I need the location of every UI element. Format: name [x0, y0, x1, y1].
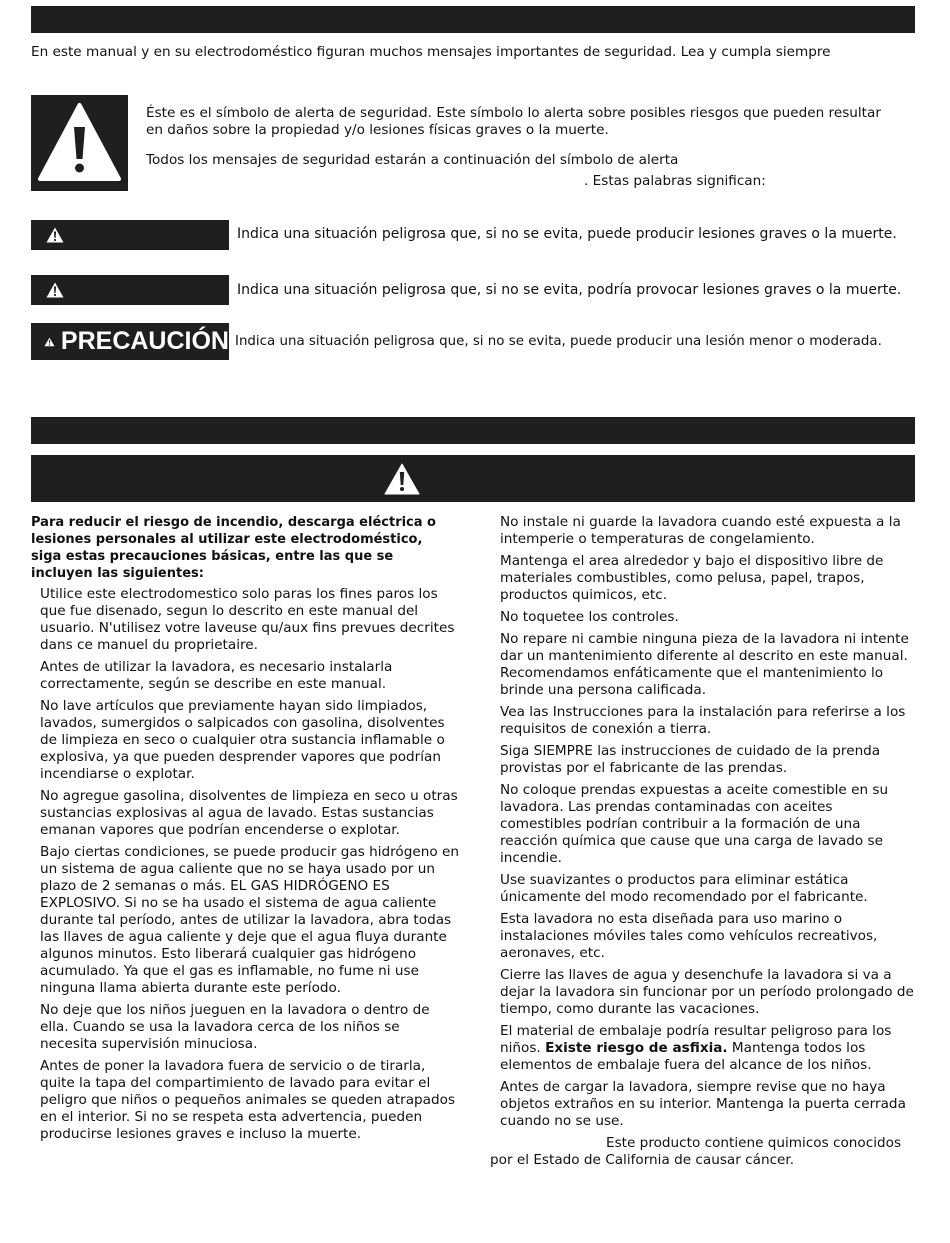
warning-signal-box: [31, 275, 229, 305]
list-item: Antes de utilizar la lavadora, es necesario instalarla correctamente, según se describe en este manual.: [40, 659, 393, 692]
list-item: Antes de poner la lavadora fuera de servicio o de tirarla, quite la tapa del compartimiento de lavado para evitar el peligro que niños o pequeños animales se queden atrapados en el interior. Si no se respeta esta advertencia, pueden producirse lesiones graves e incluso la muerte.: [40, 1058, 456, 1142]
caution-description: Indica una situación peligrosa que, si no se evita, puede producir una lesión menor o moderada.: [235, 334, 882, 349]
list-item: Use suavizantes o productos para eliminar estática únicamente del modo recomendado por el fabricante.: [500, 872, 868, 905]
caution-signal-box: [31, 323, 229, 360]
caution-label: PRECAUCIÓN: [60, 327, 229, 355]
list-item: Esta lavadora no esta diseñada para uso marino o instalaciones móviles tales como vehículos recreativos, aeronaves, etc.: [500, 911, 878, 961]
alert-line-4: . Estas palabras significan:: [584, 173, 766, 189]
list-item: No agregue gasolina, disolventes de limpieza en seco u otras sustancias explosivas al agua de lavado. Estas sustancias emanan vapores que podrían encenderse o explotar.: [40, 788, 458, 838]
section-bar: [31, 417, 915, 444]
alert-line-3: Todos los mensajes de seguridad estarán a continuación del símbolo de alerta: [146, 152, 679, 168]
list-item: No deje que los niños jueguen en la lavadora o dentro de ella. Cuando se usa la lavadora cerca de los niños se necesita supervisión minuciosa.: [40, 1002, 430, 1052]
list-item: No toquetee los controles.: [500, 609, 679, 625]
list-item: Utilice este electrodomestico solo paras los fines paros los que fue disenado, segun lo descrito en este manual del usuario. N'utilisez votre laveuse qu/aux fins prevues decrites dans ce manuel du proprietaire.: [40, 586, 455, 653]
list-item: Siga SIEMPRE las instrucciones de cuidado de la prenda provistas por el fabricante de las prendas.: [500, 743, 881, 776]
danger-description: Indica una situación peligrosa que, si no se evita, puede producir lesiones graves o la muerte.: [237, 226, 897, 242]
warning-triangle-icon: [44, 331, 55, 353]
warning-header-bar: [31, 455, 915, 502]
list-item: No instale ni guarde la lavadora cuando esté expuesta a la intemperie o temperaturas de congelamiento.: [500, 514, 901, 547]
alert-symbol-box: [31, 95, 128, 191]
warning-triangle-icon: [46, 227, 64, 243]
list-item: Bajo ciertas condiciones, se puede producir gas hidrógeno en un sistema de agua caliente que no se haya usado por un plazo de 2 semanas o más. EL GAS HIDRÓGENO ES EXPLOSIVO. Si no se ha usado el sistema de agua caliente durante tal período, antes de utilizar la lavadora, abra todas las llaves de agua caliente y deje que el agua fluya durante algunos minutos. Esto liberará cualquier gas hidrógeno acumulado. Ya que el gas es inflamable, no fume ni use ninguna llama abierta durante este período.: [40, 844, 459, 996]
right-column: [490, 514, 915, 1169]
list-item: Cierre las llaves de agua y desenchufe la lavadora si va a dejar la lavadora sin funcionar por un período prolongado de tiempo, como durante las vacaciones.: [500, 967, 914, 1017]
packaging-item: [500, 1023, 915, 1074]
warning-triangle-icon: [46, 282, 64, 298]
safety-lead: Para reducir el riesgo de incendio, descarga eléctrica o lesiones personales al utilizar este electrodoméstico, siga estas precauciones básicas, entre las que se incluyen las siguientes:: [31, 515, 436, 581]
left-column: [31, 514, 471, 1148]
list-item: No lave artículos que previamente hayan sido limpiados, lavados, sumergidos o salpicados con gasolina, disolventes de limpieza en seco o cualquier otra sustancia inflamable o explosiva, ya que pueden desprender vapores que podrían incendiarse o explotar.: [40, 698, 445, 782]
alert-line-1: Éste es el símbolo de alerta de seguridad. Este símbolo lo alerta sobre posibles riesgos que pueden resultar: [146, 105, 881, 121]
header-bar: [31, 6, 915, 33]
asphyxia-warning: Existe riesgo de asfixia.: [545, 1040, 728, 1056]
warning-description: Indica una situación peligrosa que, si no se evita, podría provocar lesiones graves o la muerte.: [237, 282, 902, 298]
intro-text: En este manual y en su electrodoméstico figuran muchos mensajes importantes de seguridad. Lea y cumpla siempre: [31, 44, 831, 60]
warning-triangle-icon: [31, 95, 128, 191]
prop65-line-1: Este producto contiene quimicos conocidos: [606, 1135, 902, 1151]
list-item: Mantenga el area alrededor y bajo el dispositivo libre de materiales combustibles, como pelusa, papel, trapos, productos quimicos, etc.: [500, 553, 884, 603]
packaging-text: El material de embalaje podría resultar peligroso para los niños.: [500, 1023, 892, 1056]
list-item: Vea las Instrucciones para la instalación para referirse a los requisitos de conexión a tierra.: [500, 704, 906, 737]
list-item: Antes de cargar la lavadora, siempre revise que no haya objetos extraños en su interior. Mantenga la puerta cerrada cuando no se use.: [500, 1079, 906, 1129]
alert-line-2: en daños sobre la propiedad y/o lesiones físicas graves o la muerte.: [146, 122, 609, 138]
prop65-line-2: por el Estado de California de causar cáncer.: [490, 1152, 795, 1168]
warning-triangle-icon: [384, 463, 420, 495]
danger-signal-box: [31, 220, 229, 250]
list-item: No repare ni cambie ninguna pieza de la lavadora ni intente dar un mantenimiento diferente al descrito en este manual. Recomendamos enfáticamente que el mantenimiento lo brinde una persona calificada.: [500, 631, 909, 698]
list-item: No coloque prendas expuestas a aceite comestible en su lavadora. Las prendas contaminadas con aceites comestibles podrían contribuir a la formación de una reacción química que cause que una carga de lavado se incendie.: [500, 782, 889, 866]
packaging-text-end: Mantenga todos los elementos de embalaje fuera del alcance de los niños.: [500, 1040, 872, 1073]
